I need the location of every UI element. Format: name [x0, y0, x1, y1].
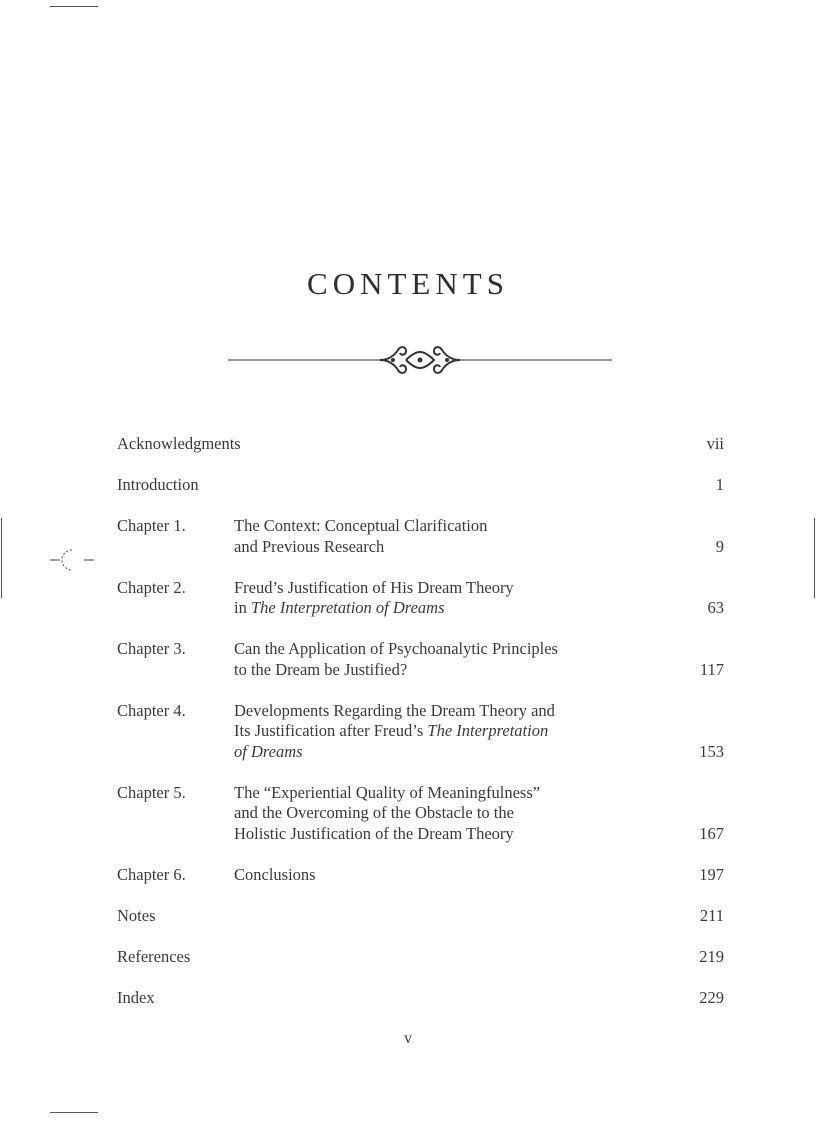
toc-title-line: and the Overcoming of the Obstacle to the: [234, 803, 514, 822]
toc-title-italic: The Interpretation of Dreams: [250, 598, 445, 617]
toc-entry-introduction[interactable]: [117, 475, 724, 496]
toc-page-number: 167: [699, 823, 724, 843]
toc-chapter-title: [234, 701, 634, 763]
toc-title-line: [234, 598, 634, 619]
toc-title-prefix: in: [234, 598, 251, 617]
page-title: CONTENTS: [307, 266, 509, 301]
toc-chapter-label: Chapter 1.: [117, 516, 186, 535]
toc-label: Notes: [117, 905, 156, 925]
toc-title-line: Freud’s Justification of His Dream Theory: [234, 577, 514, 597]
crop-mark-right: [814, 518, 815, 598]
toc-page-number: 197: [699, 864, 724, 884]
toc-title-prefix: Its Justification after Freud’s: [234, 721, 428, 740]
toc-entry-notes[interactable]: [117, 906, 724, 927]
table-of-contents: [117, 434, 724, 1029]
page-number-footer: v: [404, 1030, 412, 1047]
toc-title-line: Developments Regarding the Dream Theory and: [234, 700, 555, 720]
toc-title-line: The “Experiential Quality of Meaningfulness”: [234, 782, 541, 802]
toc-chapter-label: Chapter 5.: [117, 782, 186, 802]
toc-title-line: to the Dream be Justified?: [234, 659, 408, 679]
toc-page-number: 1: [715, 475, 724, 494]
toc-entry-index[interactable]: [117, 988, 724, 1009]
toc-title-line: Holistic Justification of the Dream Theory: [234, 823, 514, 843]
toc-chapter-title: [234, 865, 634, 886]
crop-mark-top: [50, 6, 98, 7]
toc-label: Index: [117, 987, 155, 1007]
toc-entry-chapter-5[interactable]: [117, 783, 724, 845]
toc-title-line: [234, 721, 634, 742]
crop-mark-bottom: [50, 1112, 98, 1113]
toc-page-number: 9: [715, 536, 724, 556]
toc-entry-chapter-2[interactable]: [117, 578, 724, 619]
toc-entry-chapter-4[interactable]: [117, 701, 724, 763]
toc-entry-chapter-3[interactable]: [117, 639, 724, 680]
toc-title-line: The Context: Conceptual Clarification: [234, 516, 488, 535]
toc-chapter-label: Chapter 4.: [117, 700, 186, 720]
fleuron-divider-icon: [228, 338, 612, 382]
toc-chapter-label: Chapter 6.: [117, 864, 186, 884]
toc-page-number: 117: [699, 659, 724, 679]
toc-chapter-title: [234, 578, 634, 619]
toc-page-number: vii: [706, 434, 724, 453]
toc-entry-chapter-6[interactable]: [117, 865, 724, 886]
toc-title-italic: of Dreams: [234, 741, 303, 761]
toc-title-italic: The Interpretation: [427, 721, 549, 740]
toc-entry-references[interactable]: [117, 947, 724, 968]
toc-chapter-title: [234, 639, 634, 680]
toc-page-number: 229: [699, 987, 724, 1007]
toc-label: Acknowledgments: [117, 434, 241, 453]
toc-title-line: [234, 742, 634, 763]
registration-mark-icon: [48, 546, 98, 576]
toc-chapter-label: Chapter 2.: [117, 577, 186, 597]
toc-entry-chapter-1[interactable]: [117, 516, 724, 557]
crop-mark-left: [1, 518, 2, 598]
toc-page-number: 219: [699, 946, 724, 966]
toc-title-line: and Previous Research: [234, 536, 385, 556]
toc-chapter-label: Chapter 3.: [117, 639, 186, 658]
toc-title-line: Can the Application of Psychoanalytic Principles: [234, 639, 558, 658]
toc-label: References: [117, 946, 191, 966]
toc-title-line: Conclusions: [234, 864, 316, 884]
toc-page-number: 153: [699, 741, 724, 761]
toc-chapter-title: [234, 783, 634, 845]
toc-entry-acknowledgments[interactable]: [117, 434, 724, 455]
toc-page-number: 63: [707, 598, 724, 617]
toc-chapter-title: [234, 516, 634, 557]
toc-label: Introduction: [117, 475, 199, 494]
toc-page-number: 211: [699, 905, 724, 925]
